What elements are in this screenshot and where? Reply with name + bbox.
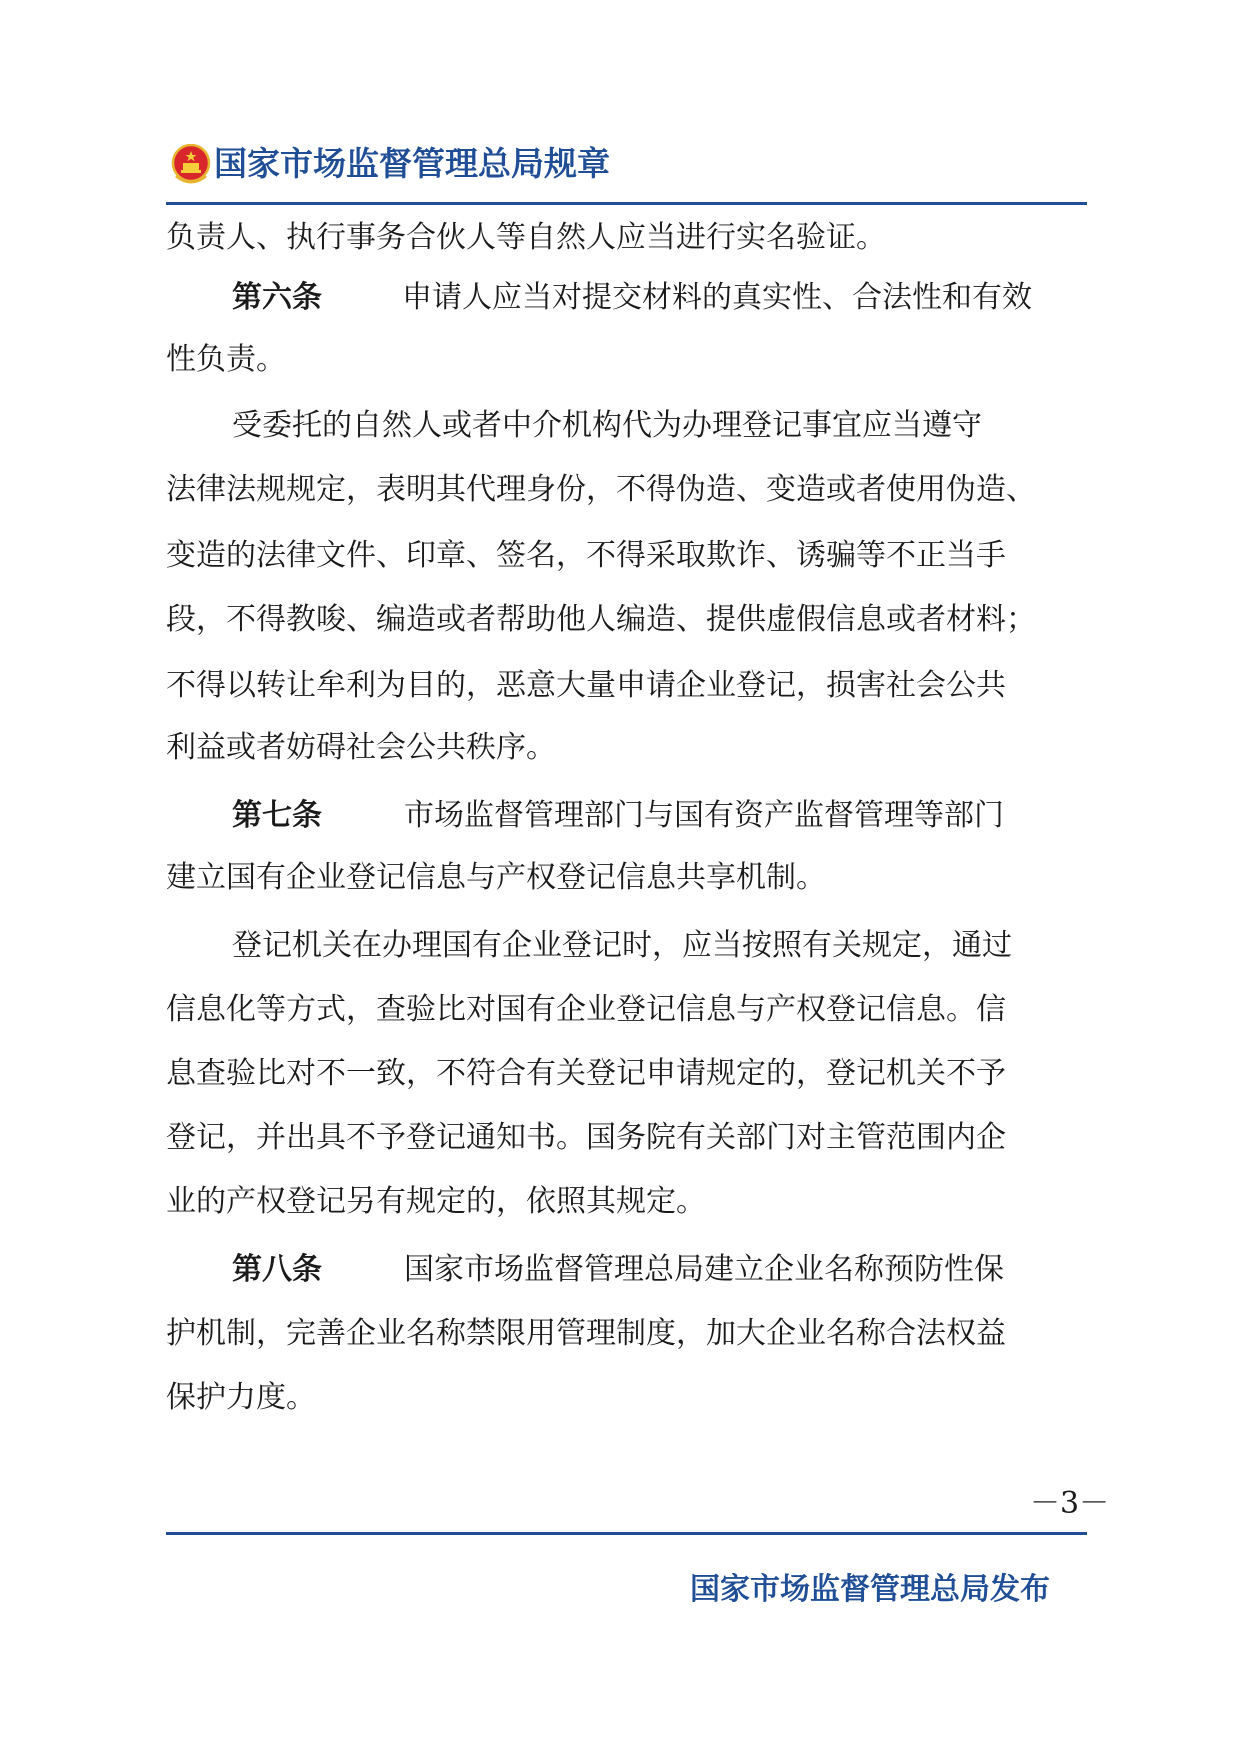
text-line: 利益或者妨碍社会公共秩序。 [166,730,556,765]
text-line: 登记，并出具不予登记通知书。国务院有关部门对主管范围内企 [166,1120,1006,1155]
text-line: 登记机关在办理国有企业登记时，应当按照有关规定，通过 [232,928,1012,963]
text-line: 建立国有企业登记信息与产权登记信息共享机制。 [166,860,826,895]
text-line: 信息化等方式，查验比对国有企业登记信息与产权登记信息。信 [166,992,1006,1027]
text-line: 性负责。 [166,342,286,377]
text-line: 保护力度。 [166,1380,316,1415]
article-6-heading: 第六条 [232,280,322,315]
text-line: 护机制，完善企业名称禁限用管理制度，加大企业名称合法权益 [166,1316,1006,1351]
article-7-heading: 第七条 [232,798,322,833]
article-8-heading: 第八条 [232,1252,322,1287]
text-line: 息查验比对不一致，不符合有关登记申请规定的，登记机关不予 [166,1056,1006,1091]
text-line: 受委托的自然人或者中介机构代为办理登记事宜应当遵守 [232,408,982,443]
text-line: 申请人应当对提交材料的真实性、合法性和有效 [402,280,1032,315]
text-line: 法律法规规定，表明其代理身份，不得伪造、变造或者使用伪造、 [166,472,1036,507]
footer-rule [166,1532,1087,1535]
header-rule [166,202,1087,205]
national-emblem-icon [171,144,211,186]
text-line: 市场监督管理部门与国有资产监督管理等部门 [404,798,1004,833]
header-title: 国家市场监督管理总局规章 [214,144,610,183]
text-line: 段，不得教唆、编造或者帮助他人编造、提供虚假信息或者材料； [166,602,1036,637]
footer-publisher: 国家市场监督管理总局发布 [690,1572,1050,1607]
text-line: 负责人、执行事务合伙人等自然人应当进行实名验证。 [166,220,886,255]
page-number: －3－ [1030,1486,1110,1521]
text-line: 国家市场监督管理总局建立企业名称预防性保 [404,1252,1004,1287]
text-line: 不得以转让牟利为目的，恶意大量申请企业登记，损害社会公共 [166,668,1006,703]
text-line: 变造的法律文件、印章、签名，不得采取欺诈、诱骗等不正当手 [166,538,1006,573]
text-line: 业的产权登记另有规定的，依照其规定。 [166,1184,706,1219]
